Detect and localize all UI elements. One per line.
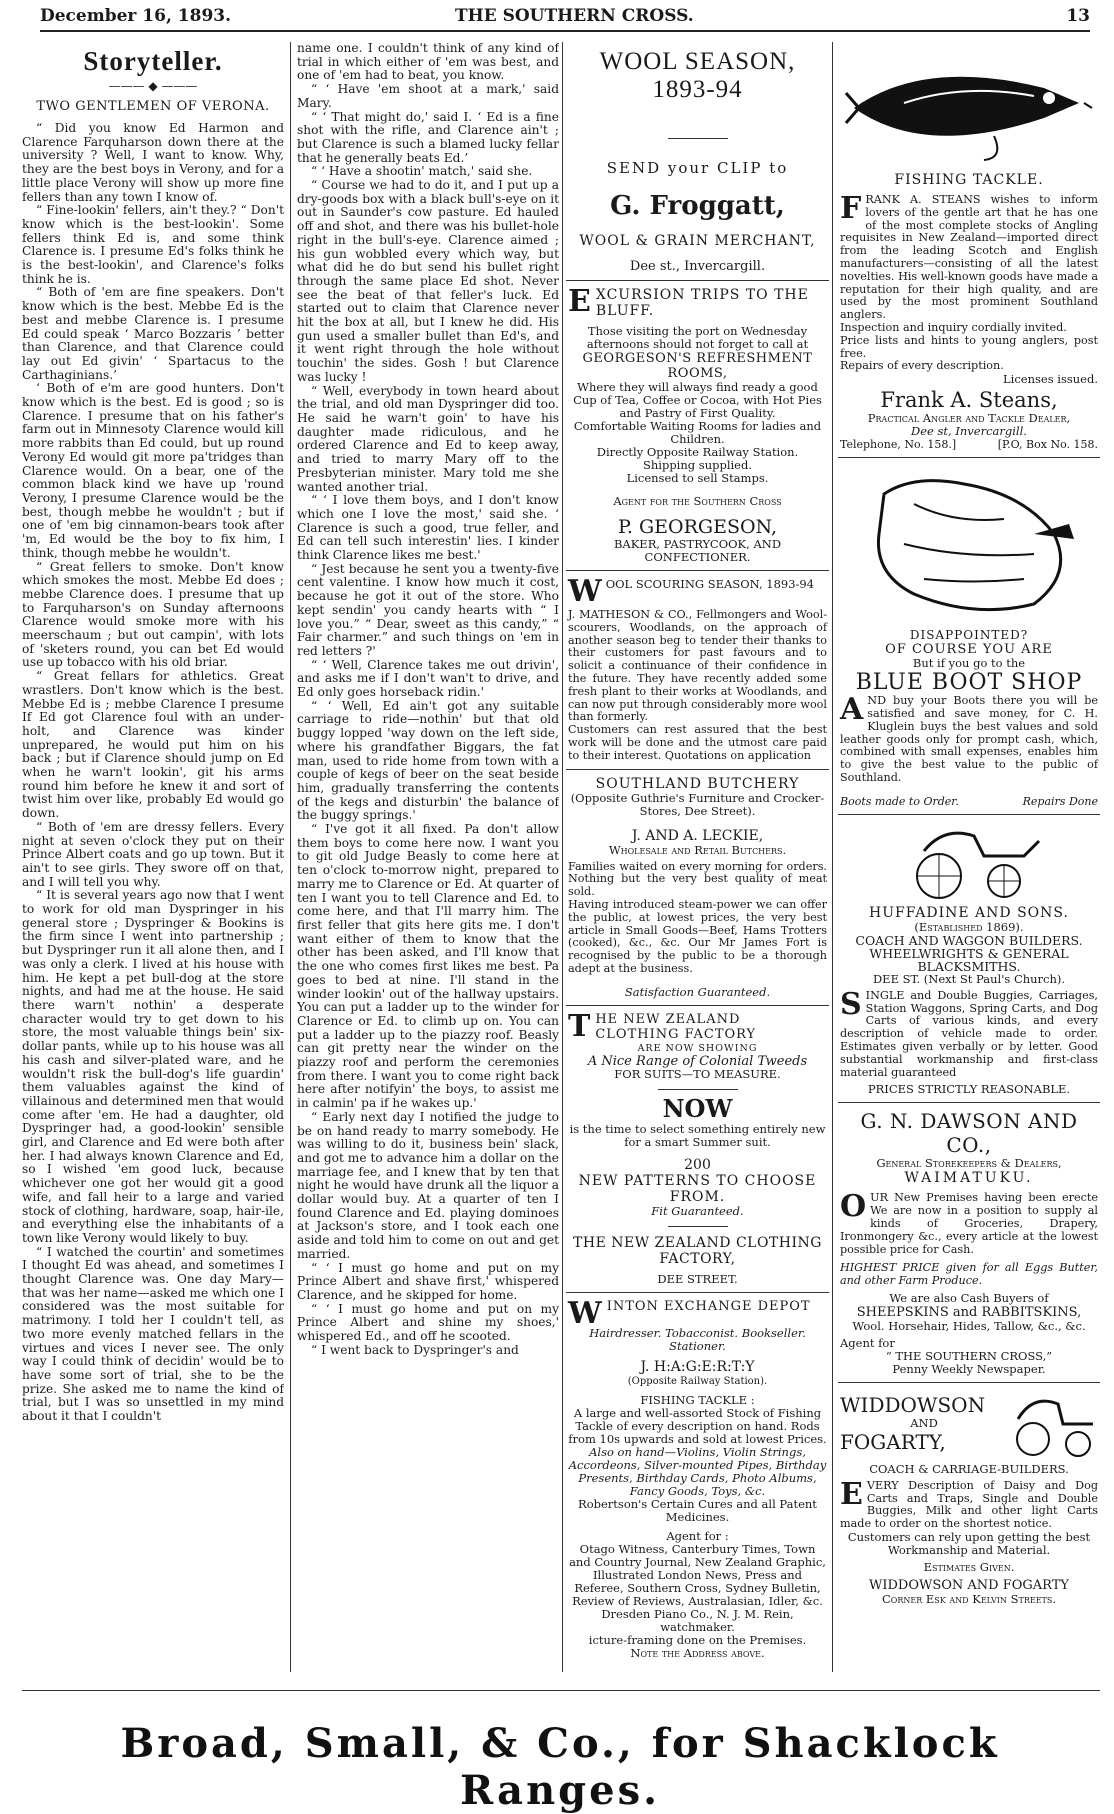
story-paragraph: “ Both of 'em are fine speakers. Don't know which is the best. Mebbe Ed is the best and mebbe Clarence is. I presume Ed could speak ‘ Marco Bozzaris ’ better than Clarence, and that Clarence could lay out Ed givin' ‘ Spartacus to the Carthaginians.’ — [22, 285, 284, 382]
story-paragraph: name one. I couldn't think of any kind of trial in which either of 'em was best, and one of 'em had to beat, you know. — [297, 42, 559, 83]
story-paragraph: “ Did you know Ed Harmon and Clarence Farquharson down there at the university ? Well, I want to know. Why, they are the best boys in Verony, and for a little place Verony will show up more fine fellers than any town I know of. — [22, 121, 284, 204]
story-paragraph: “ I watched the courtin' and sometimes I thought Ed was ahead, and sometimes I thought Clarence was. One day Mary—that was her name—asked me which one I considered was the most suitable for matrimony. I told her I couldn't tell, as two more evenly matched fellars in the virtues and vices I never see. The only way I could think of decidin' would be to have some sort of trial, she to be the prize. She asked me to name the kind of trial, but I was so unsettled in my mind about it that I couldn't — [22, 1244, 284, 1424]
ornament-rule: ——— ◆ ——— — [108, 79, 198, 93]
boot-illustration-icon — [854, 464, 1084, 624]
clothing-factory-ad: THE NEW ZEALAND CLOTHING FACTORY ARE NOW SHOWING A Nice Range of Colonial Tweeds FOR SUITS—TO MEASURE. NOW is the time to select something entirely new for a smart Summer suit. 200 NEW PATTERNS TO CHOOSE FROM. Fit Guaranteed. THE NEW ZEALAND CLOTHING FACTORY, DEE STREET. — [566, 1006, 829, 1293]
story-column-2 — [297, 42, 559, 1358]
story-paragraph: “ Great fellars for athletics. Great wrastlers. Don't know which is the best. Mebbe Ed is ; mebbe Clarence I presume If Ed got Clarence foul with an under-holt, and Clarence was kinder unprepared, he would put him on his back ; but if Clarence should jump on Ed when he warn't lookin', git his arms round him before he knew it and sort of twist him over like, probably Ed would go down. — [22, 669, 284, 821]
section-heading: Storyteller. — [83, 46, 223, 76]
winton-exchange-ad: WINTON EXCHANGE DEPOT Hairdresser. Tobacconist. Bookseller. Stationer. J. H:A:G:E:R:T:Y (Opposite Railway Station). FISHING TACKLE : A large and well-assorted Stock of Fishing Tackle of every description on hand. Rods from 10s upwards and sold at lowest Prices. Also on hand—Violins, Violin Strings, Accordeons, Silver-mounted Pipes, Birthday Presents, Birthday Cards, Photo Albums, Fancy Goods, Toys, &c. Robertson's Certain Cures and all Patent Medicines. Agent for : Otago Witness, Canterbury Times, Town and Country Journal, New Zealand Graphic, Illustrated London News, Press and Referee, Southern Cross, Sydney Bulletin, Review of Reviews, Australasian, Idler, &c. Dresden Piano Co., N. J. M. Rein, watchmaker. icture-framing done on the Premises. Note the Address above. — [568, 1295, 827, 1660]
story-paragraph: “ ‘ I must go home and put on my Prince Albert and shine my shoes,' whispered Ed., and off he scooted. — [297, 1301, 559, 1344]
blue-boot-shop-ad: DISAPPOINTED? OF COURSE YOU ARE But if you go to the BLUE BOOT SHOP AND buy your Boots there you will be satisfied and save money, for C. H. Kluglein buys the best values and sold leather goods only for prompt cash, which, combined with small expenses, enables him to give the best value to the public of Southland. Boots made to Order. Repairs Done — [838, 458, 1100, 815]
story-paragraph: “ Both of 'em are dressy fellers. Every night at seven o'clock they put on their Prince Albert coats and go up town. But it ain't to see girls. They swore off on that, and I will tell you why. — [22, 819, 284, 889]
wool-ad: WOOL SEASON, 1893-94 SEND your CLIP to G. Froggatt, WOOL & GRAIN MERCHANT, Dee st., Invercargill. — [566, 42, 829, 281]
issue-date: December 16, 1893. — [40, 6, 232, 26]
story-paragraph: “ ‘ That might do,' said I. ‘ Ed is a fine shot with the rifle, and Clarence ain't ; but Clarence is such a blamed lucky fellar that he generally beats Ed.’ — [297, 109, 559, 165]
paper-title: THE SOUTHERN CROSS. — [455, 6, 694, 26]
ads-column-4 — [838, 42, 1100, 1612]
story-paragraph: “ I've got it all fixed. Pa don't allow them boys to come here now. I want you to git old Judge Beasly to come here at ten o'clock to-morrow night, prepared to marry me to Clarence or Ed. At quarter of ten I want you to tell Clarence and Ed. to come here, and that I'll marry him. The first feller that gits here gits me. I don't want either of them to know that the other has been asked, and I'll know that the one who comes first likes me best. Pa goes to bed at nine. I'll stand in the winder lookin' out of the hallway upstairs. You can put a ladder up to the winder for Clarence or Ed. to climb up on. You can put a ladder up to the piazzy roof. Beasly can git pretty near the winder on the piazzy roof and perform the ceremonies from there. I want you to come right back here after notifyin' the boys, to assist me in calmin' pa if he wakes up.' — [297, 822, 559, 1111]
footer-advert: Broad, Small, & Co., for Shacklock Ranges. — [120, 1720, 1000, 1814]
story-paragraph: “ Early next day I notified the judge to be on hand ready to marry somebody. He was willing to do it, business bein' slack, and got me to advance him a dollar on the marriage fee, and I knew that by ten that night he would have drunk all the liquor a dollar would buy. At a quarter of ten I found Clarence and Ed. playing dominoes at Jackson's store, and I took each one aside and told him to come on out and get married. — [297, 1109, 559, 1261]
excursion-ad: EXCURSION TRIPS TO THE BLUFF. Those visiting the port on Wednesday afternoons should not forget to call at GEORGESON'S REFRESHMENT ROOMS, Where they will always find ready a good Cup of Tea, Coffee or Cocoa, with Hot Pies and Pastry of First Quality. Comfortable Waiting Rooms for ladies and Children. Directly Opposite Railway Station. Shipping supplied. Licensed to sell Stamps. Agent for the Southern Cross P. GEORGESON, BAKER, PASTRYCOOK, AND CONFECTIONER. — [566, 281, 829, 571]
huffadine-ad: HUFFADINE AND SONS. (Established 1869). COACH AND WAGGON BUILDERS. WHEELWRIGHTS & GENERAL BLACKSMITHS. DEE ST. (Next St Paul's Church). SINGLE and Double Buggies, Carriages, Station Waggons, Spring Carts, and Dog Carts of various kinds, and every description of vehicle made to order. Estimates given verbally or by letter. Good substantial workmanship and first-class material guaranteed PRICES STRICTLY REASONABLE. — [838, 815, 1100, 1104]
fishing-tackle-ad: FISHING TACKLE. FRANK A. STEANS wishes to inform lovers of the gentle art that he has one of the most complete stocks of Angling requisites in New Zealand—imported direct from the leading Scotch and English manufacturers—consisting of all the latest novelties. His well-known goods have made a reputation for their high quality, and are used by the most prominent Southland anglers. Inspection and inquiry cordially invited. Price lists and hints to young anglers, post free. Repairs of every description. Licenses issued. Frank A. Steans, Practical Angler and Tackle Dealer, Dee st, Invercargill. Telephone, No. 158.] [P.O, Box No. 158. — [838, 42, 1100, 458]
dawson-ad: G. N. DAWSON AND CO., General Storekeepers & Dealers, WAIMATUKU. OUR New Premises having been erecte We are now in a position to supply al kinds of Groceries, Drapery, Ironmongery &c., every article at the lowest possible price for Cash. HIGHEST PRICE given for all Eggs Butter, and other Farm Produce. We are also Cash Buyers of SHEEPSKINS and RABBITSKINS, Wool. Horsehair, Hides, Tallow, &c., &c. Agent for “ THE SOUTHERN CROSS,” Penny Weekly Newspaper. — [838, 1103, 1100, 1383]
story-paragraph: “ Fine-lookin' fellers, ain't they.? “ Don't know which is the best-lookin'. Some fellers think Ed is, and some think Clarence is. I presume Ed's folks think he is the best-lookin', and Clarence's folks think he is. — [22, 203, 284, 286]
story-title: TWO GENTLEMEN OF VERONA. — [36, 99, 270, 114]
story-paragraph: “ It is several years ago now that I went to work for old man Dyspringer in his general store ; Dyspringer & Bookins is the firm since I went into partnership ; but Dyspringer run it all alone then, and I was only a clerk. I lived at his house with him. He kept a pet bull-dog at the store nights, and had me at the house. He said there warn't nothin' a desperate character would try to get down to his store, the most valuable things bein' six-dollar pants, while up to his house was all his cash and silver-plated ware, and he wouldn't risk the bull-dog's life guardin' them valuables against the kind of villainous and determined men that would come after 'em. He had a daughter, old Dyspringer had, a good-lookin' sensible girl, and Clarence and Ed were both after her. I had always known Clarence and Ed, so I wished 'em good luck, because whichever one got her would git a good wife, and fall heir to a large and varied stock of clothing, hardware, soap, hair-ile, and everything else the inhabitants of a town like Verony would likely to buy. — [22, 888, 284, 1245]
story-paragraph: “ ‘ Well, Clarence takes me out drivin', and asks me if I don't wan't to drive, and Ed only goes horseback ridin.' — [297, 657, 559, 700]
story-paragraph: “ Well, everybody in town heard about the trial, and old man Dyspringer did too. He said he warn't goin' to have his daughter made ridiculous, and he ordered Clarence and Ed to keep away, and tried to marry Mary off to the Presbyterian minister. Mary told me she wanted another trial. — [297, 383, 559, 494]
story-paragraph: “ Jest because he sent you a twenty-five cent valentine. I know how much it cost, because he got it out of the store. Who kept sendin' you candy hearts with “ I love you.” “ Dear, sweet as this candy,” “ Fair charmer.” and such things on 'em in red letters ?' — [297, 561, 559, 658]
fishing-lure-icon — [844, 48, 1094, 168]
page-number: 13 — [1066, 6, 1090, 26]
story-paragraph: “ ‘ Have 'em shoot at a mark,' said Mary. — [297, 82, 559, 110]
masthead — [40, 4, 1090, 32]
story-column-1 — [22, 42, 284, 1424]
carriage-illustration-icon — [1008, 1389, 1098, 1459]
story-text-2 — [297, 42, 559, 1358]
story-paragraph: ‘ Both of e'm are good hunters. Don't know which is the best. Ed is good ; so is Clarence. I presume that on his father's farm out in Minnesoty Clarence would kill more rabbits than Ed could, but up round Verony Ed would git more pa'tridges than Clarence would. On a bear, one of the common black kind we have up 'round Verony, I presume Clarence would be the best, though mebbe he wouldn't ; but if one of 'em big cinnamon-bears took after 'm, Ed would be the boy to fix him, I think, though mebbe he wouldn't. — [22, 381, 284, 560]
butchery-ad: SOUTHLAND BUTCHERY (Opposite Guthrie's Furniture and Crocker-Stores, Dee Street). J. AND A. LECKIE, Wholesale and Retail Butchers. Families waited on every morning for orders. Nothing but the very best quality of meat sold. Having introduced steam-power we can offer the public, at lowest prices, the very best article in Small Goods—Beef, Hams Trotters (cooked), &c., &c. Our Mr James Fort is recognised by the public to be a thorough adept at the business. Satisfaction Guaranteed. — [566, 770, 829, 1006]
story-text-1 — [22, 122, 284, 1424]
story-paragraph: “ Great fellers to smoke. Don't know which smokes the most. Mebbe Ed does ; mebbe Clarence does. I presume that up to Farquharson's on Sunday afternoons Clarence would smoke more with his meerschaum ; but out campin', with lots of 'sketers round, you can bet Ed would use up tobacco with his old briar. — [22, 559, 284, 670]
story-paragraph: “ Course we had to do it, and I put up a dry-goods box with a black bull's-eye on it out in Saunder's cow pasture. Ed hauled off and shot, and there was his bullet-hole right in the bull's-eye. Clarence aimed ; his gun wobbled every which way, but what did he do but send his bullet right through the same place Ed shot. Never see the beat of that feller's luck. Ed started out to claim that Clarence never hit the box at all, but I knew he did. His gun used a smaller bullet than Ed's, and it went right through the hole without touchin' the sides. Gosh ! but Clarence was lucky ! — [297, 178, 559, 384]
story-paragraph: “ I went back to Dyspringer's and — [311, 1342, 519, 1357]
story-paragraph: “ ‘ Have a shootin' match,' said she. — [311, 164, 533, 179]
story-paragraph: “ ‘ I love them boys, and I don't know which one I love the most,' said she. ‘ Clarence is such a good, true feller, and Ed can tell such interestin' lies. I kinder think Clarence likes me best.' — [297, 493, 559, 563]
story-paragraph: “ ‘ Well, Ed ain't got any suitable carriage to ride—nothin' but that old buggy lopped 'way down on the left side, where his grandfather Biggars, the fat man, used to ride home from town with a couple of kegs of beer on the seat beside him, gradually transferring the contents of the kegs and disturbin' the balance of the buggy springs.' — [297, 698, 559, 823]
wool-scouring-ad: WOOL SCOURING SEASON, 1893-94 J. MATHESON & CO., Fellmongers and Wool-scourers, Woodlands, on the approach of another season beg to tender their thanks to their customers for past favours and to solicit a continuance of their confidence in the future. They have recently added some fresh plant to their works at Woodlands, and can now put through considerably more wool than formerly. Customers can rest assured that the best work will be done and the utmost care paid to their interest. Quotations on application — [566, 571, 829, 770]
ads-column-3 — [566, 42, 829, 1666]
story-paragraph: “ ‘ I must go home and put on my Prince Albert and shave first,' whispered Clarence, and he skipped for home. — [297, 1260, 559, 1302]
widdowson-ad: WIDDOWSON AND FOGARTY, COACH & CARRIAGE-BUILDERS. EVERY Description of Daisy and Dog Carts and Traps, Single and Double Buggies, Milk and other light Carts made to order on the shortest notice. Customers can rely upon getting the best Workmanship and Material. Estimates Given. WIDDOWSON AND FOGARTY Corner Esk and Kelvin Streets. — [838, 1383, 1100, 1612]
buggy-illustration-icon — [894, 821, 1044, 901]
